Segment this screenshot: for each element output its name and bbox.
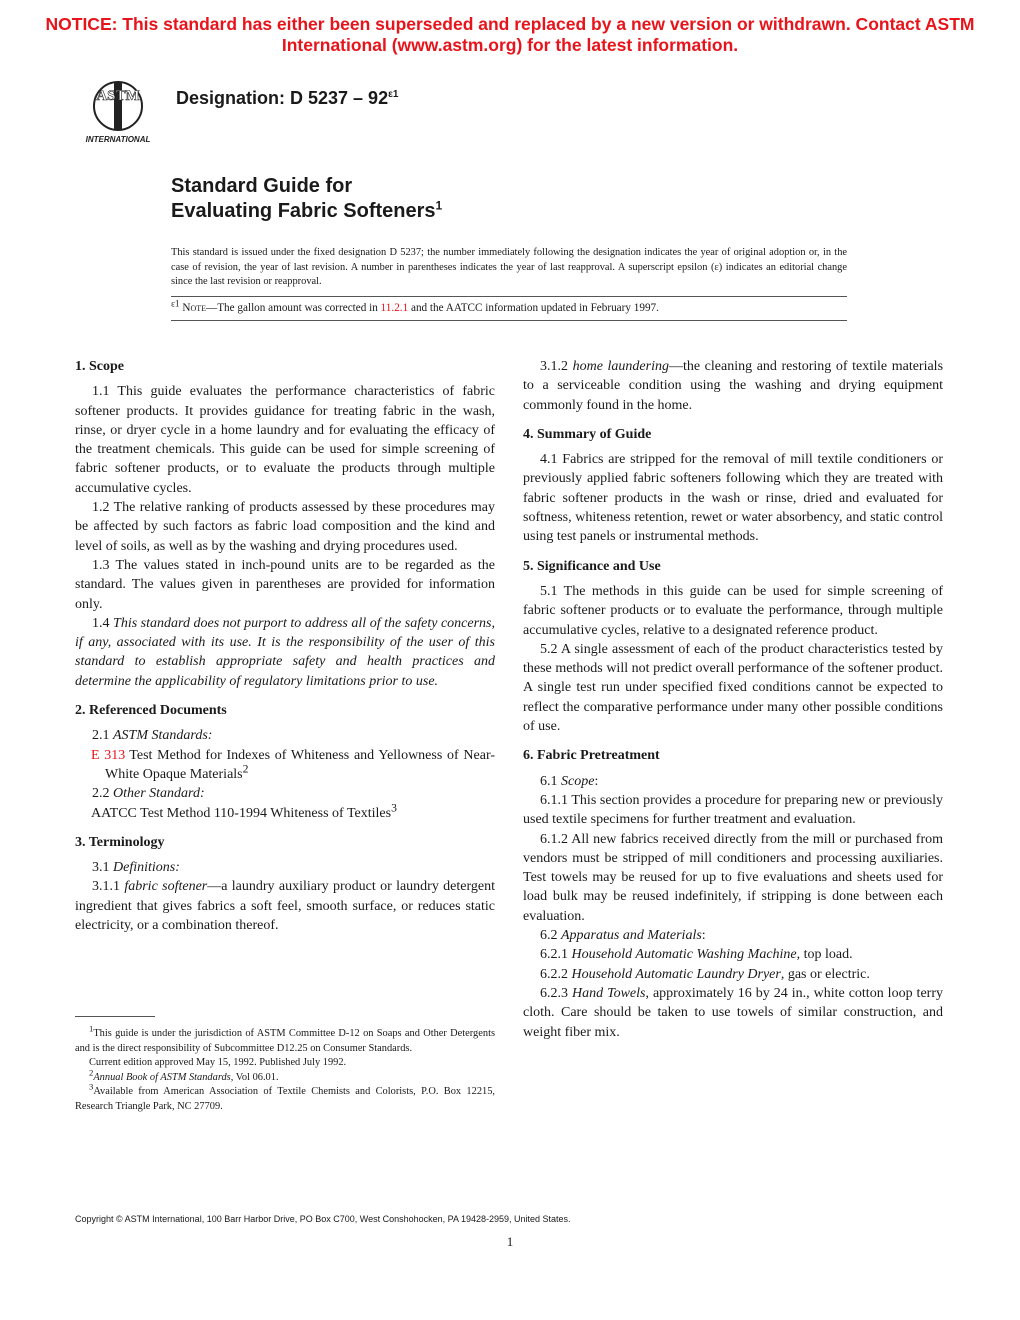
section-heading-significance: 5. Significance and Use (523, 558, 661, 574)
section-heading-terminology: 3. Terminology (75, 834, 165, 850)
paragraph-caption: Definitions: (113, 860, 180, 876)
footnote-1 (75, 1023, 495, 1056)
paragraph-number: 2.1 (92, 728, 113, 744)
footnote-text: Available from American Association of Textile Chemists and Colorists, P.O. Box 12215, Research Triangle Park, NC 27709. (75, 1086, 495, 1112)
paragraph-number: 1.4 (92, 615, 114, 631)
paragraph-6-2: 6.2 Apparatus and Materials: (540, 928, 706, 944)
section-heading-referenced-documents: 2. Referenced Documents (75, 703, 227, 719)
paragraph-6-2-1 (523, 945, 943, 964)
editorial-note (171, 299, 659, 314)
footnote-divider (75, 1016, 155, 1017)
paragraph-caption: Other Standard: (113, 786, 205, 802)
astm-logo-icon (74, 76, 162, 148)
paragraph-number: 3.1.2 (540, 359, 573, 374)
item-term: Household Automatic Laundry Dryer (571, 966, 781, 982)
divider (171, 320, 847, 321)
footnote-2 (75, 1067, 495, 1086)
item-text: , gas or electric. (780, 966, 870, 982)
section-11-2-1-link[interactable]: 11.2.1 (380, 302, 409, 314)
page-number: 1 (506, 1234, 514, 1249)
definition-text: —the cleaning and restoring of textile materials to a serviceable condition using the washing and drying equipment commonly found in the home. (523, 359, 944, 413)
designation (176, 88, 398, 109)
title-footnote-ref: 1 (435, 198, 443, 213)
footnotes (75, 1016, 495, 1115)
paragraph-number: 3.1 (92, 860, 113, 876)
footnote-number: 3 (89, 1081, 94, 1092)
reference-text: AATCC Test Method 110-1994 Whiteness of Textiles (91, 805, 392, 821)
note-text: —The gallon amount was corrected in (206, 302, 381, 314)
paragraph-3-1-1 (75, 877, 495, 935)
issuance-statement: This standard is issued under the fixed designation D 5237; the number immediately following the designation indicates the year of original adoption or, in the case of revision, the year of last revision. A number in parentheses indicates the year of last reapproval. A superscript epsilon (ε) indicates an editorial change since the last revision or reapproval. (171, 247, 847, 288)
footnote-ref: 2 (242, 762, 249, 776)
footnote-number: 2 (89, 1067, 94, 1078)
paragraph-1-1: 1.1 This guide evaluates the performance characteristics of fabric softener products. It provides guidance for treating fabric in the wash, rinse, or dryer cycle in a home laundry and for evaluating the efficacy of the treatment chemicals. This guide can be used for simple screening of fabric softener products, or to evaluate the products through multiple accumulative cycles. (75, 384, 495, 496)
right-column (523, 357, 943, 1042)
logo-letters: ASTM (96, 88, 140, 104)
item-term: Household Automatic Washing Machine (571, 947, 797, 963)
paragraph-number: 2.2 (92, 786, 113, 802)
logo-text: INTERNATIONAL (85, 135, 151, 144)
footnote-title: Annual Book of ASTM Standards (93, 1071, 231, 1083)
paragraph-6-1-1: 6.1.1 This section provides a procedure for preparing new or previously used textile specimens for further treatment and evaluation. (523, 792, 943, 828)
paragraph-number: 6.2 (540, 928, 561, 944)
paragraph-4-1: 4.1 Fabrics are stripped for the removal of mill textile conditioners or previously applied fabric softeners following which they are treated with fabric softener products in the wash or rinse, dried and evaluated for softness, whiteness retention, rewet or water absorbency, and static control using test panels or instrumental methods. (523, 452, 943, 545)
paragraph-6-2-2 (523, 965, 943, 984)
paragraph-caption: Apparatus and Materials (561, 928, 702, 944)
document-title (171, 174, 442, 224)
paragraph-2-2 (75, 784, 495, 803)
reference-e313 (75, 746, 495, 785)
paragraph-3-1-2 (523, 357, 943, 415)
footnote-ref: 3 (391, 800, 397, 814)
footnote-1b: Current edition approved May 15, 1992. Published July 1992. (89, 1057, 347, 1069)
definition-text: —a laundry auxiliary product or laundry detergent ingredient that gives fabrics a soft feel, smooth surface, or reduces static electricity, or a combination thereof. (75, 879, 496, 934)
title-line-2: Evaluating Fabric Softeners (171, 200, 436, 222)
safety-caveat: This standard does not purport to address all of the safety concerns, if any, associated with its use. It is the responsibility of the user of this standard to establish appropriate safety and health practices and determine the applicability of regulatory limitations prior to use. (75, 615, 495, 689)
paragraph-5-1: 5.1 The methods in this guide can be used for simple screening of fabric softener products or to evaluate the performance, through multiple accumulative cycles, relative to a designated reference product. (523, 583, 943, 638)
note-epsilon: ε1 (171, 299, 180, 310)
paragraph-3-1 (75, 858, 495, 877)
paragraph-5-2: 5.2 A single assessment of each of the product characteristics tested by these methods will not predict overall performance of the softener product. A single test run under specified fixed conditions cannot be expected to reflect the comparative performance under many other possible conditions of use. (523, 641, 943, 735)
paragraph-1-2: 1.2 The relative ranking of products assessed by these procedures may be affected by such factors as fabric load composition and the kind and level of soils, as well as by the washing and drying procedures used. (75, 500, 495, 554)
paragraph-6-2-3 (523, 984, 943, 1042)
paragraph-6-1-2: 6.1.2 All new fabrics received directly from the mill or purchased from vendors must be stripped of mill conditioners and processing auxiliaries. Test towels may be reused for up to five evaluations and sheets used for load bulk may be reused indefinitely, if stripping is done between each evaluation. (523, 831, 943, 924)
left-column (75, 357, 495, 935)
footnote-3 (75, 1081, 495, 1114)
astm-logo (74, 76, 162, 148)
e313-link[interactable]: E 313 (91, 747, 126, 763)
paragraph-number: 6.2.1 (540, 947, 572, 963)
designation-epsilon: ε1 (388, 89, 399, 100)
reference-text: Test Method for Indexes of Whiteness and Yellowness of Near-White Opaque Materials (105, 747, 495, 782)
footnote-number: 1 (89, 1023, 94, 1034)
paragraph-2-1 (75, 726, 495, 745)
note-label: Note (182, 302, 207, 314)
paragraph-caption: ASTM Standards: (113, 728, 213, 744)
withdrawal-notice: NOTICE: This standard has either been superseded and replaced by a new version or withdrawn. Contact ASTM International (www.astm.org) for the latest information. (45, 14, 975, 55)
section-heading-fabric-pretreatment: 6. Fabric Pretreatment (523, 748, 660, 764)
defined-term: home laundering (572, 359, 669, 374)
paragraph-number: 6.2.3 (540, 985, 572, 1001)
paragraph-caption: Scope (561, 773, 595, 789)
paragraph-1-3: 1.3 The values stated in inch-pound units are to be regarded as the standard. The values given in parentheses are provided for information only. (75, 557, 495, 612)
item-text: , top load. (796, 947, 853, 963)
title-line-1: Standard Guide for (171, 175, 353, 197)
section-heading-summary: 4. Summary of Guide (523, 426, 652, 442)
section-heading-scope: 1. Scope (75, 359, 124, 374)
paragraph-number: 6.1 (540, 773, 561, 789)
item-term: Hand Towels (571, 985, 646, 1001)
defined-term: fabric softener (124, 879, 208, 895)
footnote-text: This guide is under the jurisdiction of ASTM Committee D-12 on Soaps and Other Detergents and is the direct responsibility of Subcommittee D12.25 on Consumer Standards. (75, 1028, 495, 1054)
copyright: Copyright © ASTM International, 100 Barr Harbor Drive, PO Box C700, West Conshohocken, PA 19428-2959, United States. (75, 1214, 571, 1224)
paragraph-6-1: 6.1 Scope: (540, 773, 599, 789)
footnote-text: , Vol 06.01. (230, 1071, 279, 1083)
divider (171, 296, 847, 297)
reference-aatcc (75, 800, 495, 823)
paragraph-number: 3.1.1 (92, 879, 125, 895)
designation-label: Designation: D 5237 – 92 (176, 88, 389, 108)
paragraph-number: 6.2.2 (540, 966, 572, 982)
note-text-end: and the AATCC information updated in February 1997. (408, 302, 659, 314)
paragraph-1-4 (75, 614, 495, 691)
item-text: , approximately 16 by 24 in., white cotton loop terry cloth. Care should be taken to use towels of similar construction, and weight fiber mix. (523, 985, 943, 1040)
